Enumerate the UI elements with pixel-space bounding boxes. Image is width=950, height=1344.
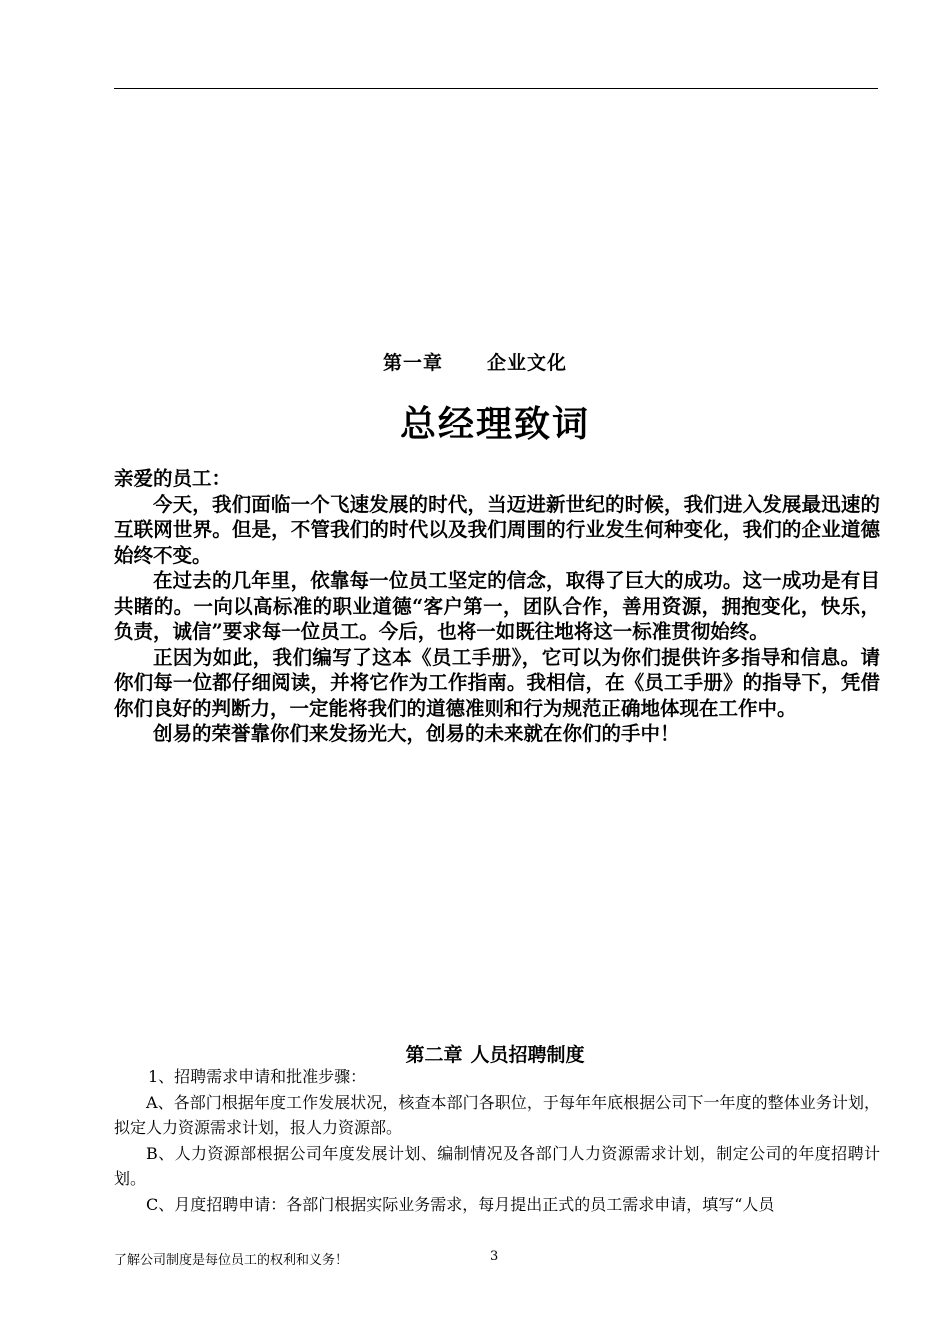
letter-paragraph: 今天，我们面临一个飞速发展的时代，当迈进新世纪的时候，我们进入发展最迅速的互联网世界。但是，不管我们的时代以及我们周围的行业发生何种变化，我们的企业道德始终不变。 [114,492,880,567]
letter-paragraph: 正因为如此，我们编写了这本《员工手册》，它可以为你们提供许多指导和信息。请你们每一位都仔细阅读，并将它作为工作指南。我相信，在《员工手册》的指导下，凭借你们良好的判断力，一定能将我们的道德准则和行为规范正确地体现在工作中。 [114,645,880,720]
chapter-one-title: 企业文化 [487,352,568,374]
letter-greeting: 亲爱的员工： [114,467,232,490]
footer-motto: 了解公司制度是每位员工的权利和义务！ [114,1253,349,1268]
speech-title: 总经理致词 [399,403,590,445]
letter-closing: 创易的荣誉靠你们来发扬光大，创易的未来就在你们的手中！ [153,722,680,745]
chapter-one-heading [0,348,950,375]
recruitment-policy [114,1064,880,1217]
chapter-one-number: 第一章 [382,352,443,374]
policy-item: B、人力资源部根据公司年度发展计划、编制情况及各部门人力资源需求计划，制定公司的年度招聘计划。 [114,1143,880,1188]
policy-item: C、月度招聘申请：各部门根据实际业务需求，每月提出正式的员工需求申请，填写“人员 [146,1194,775,1214]
header-rule [114,88,878,89]
chapter-two-heading [0,1040,950,1067]
general-manager-letter [114,466,880,747]
page-number: 3 [490,1249,499,1264]
policy-step-heading: 1、招聘需求申请和批准步骤： [148,1067,367,1086]
policy-item: A、各部门根据年度工作发展状况，核查本部门各职位，于每年年底根据公司下一年度的整体业务计划，拟定人力资源需求计划，报人力资源部。 [114,1092,880,1137]
chapter-two-number: 第二章 [405,1044,463,1066]
chapter-two-title: 人员招聘制度 [470,1044,585,1066]
letter-paragraph: 在过去的几年里，依靠每一位员工坚定的信念，取得了巨大的成功。这一成功是有目共睹的。一向以高标准的职业道德“客户第一，团队合作，善用资源，拥抱变化，快乐，负责，诚信”要求每一位员工。今后，也将一如既往地将这一标准贯彻始终。 [114,569,880,643]
